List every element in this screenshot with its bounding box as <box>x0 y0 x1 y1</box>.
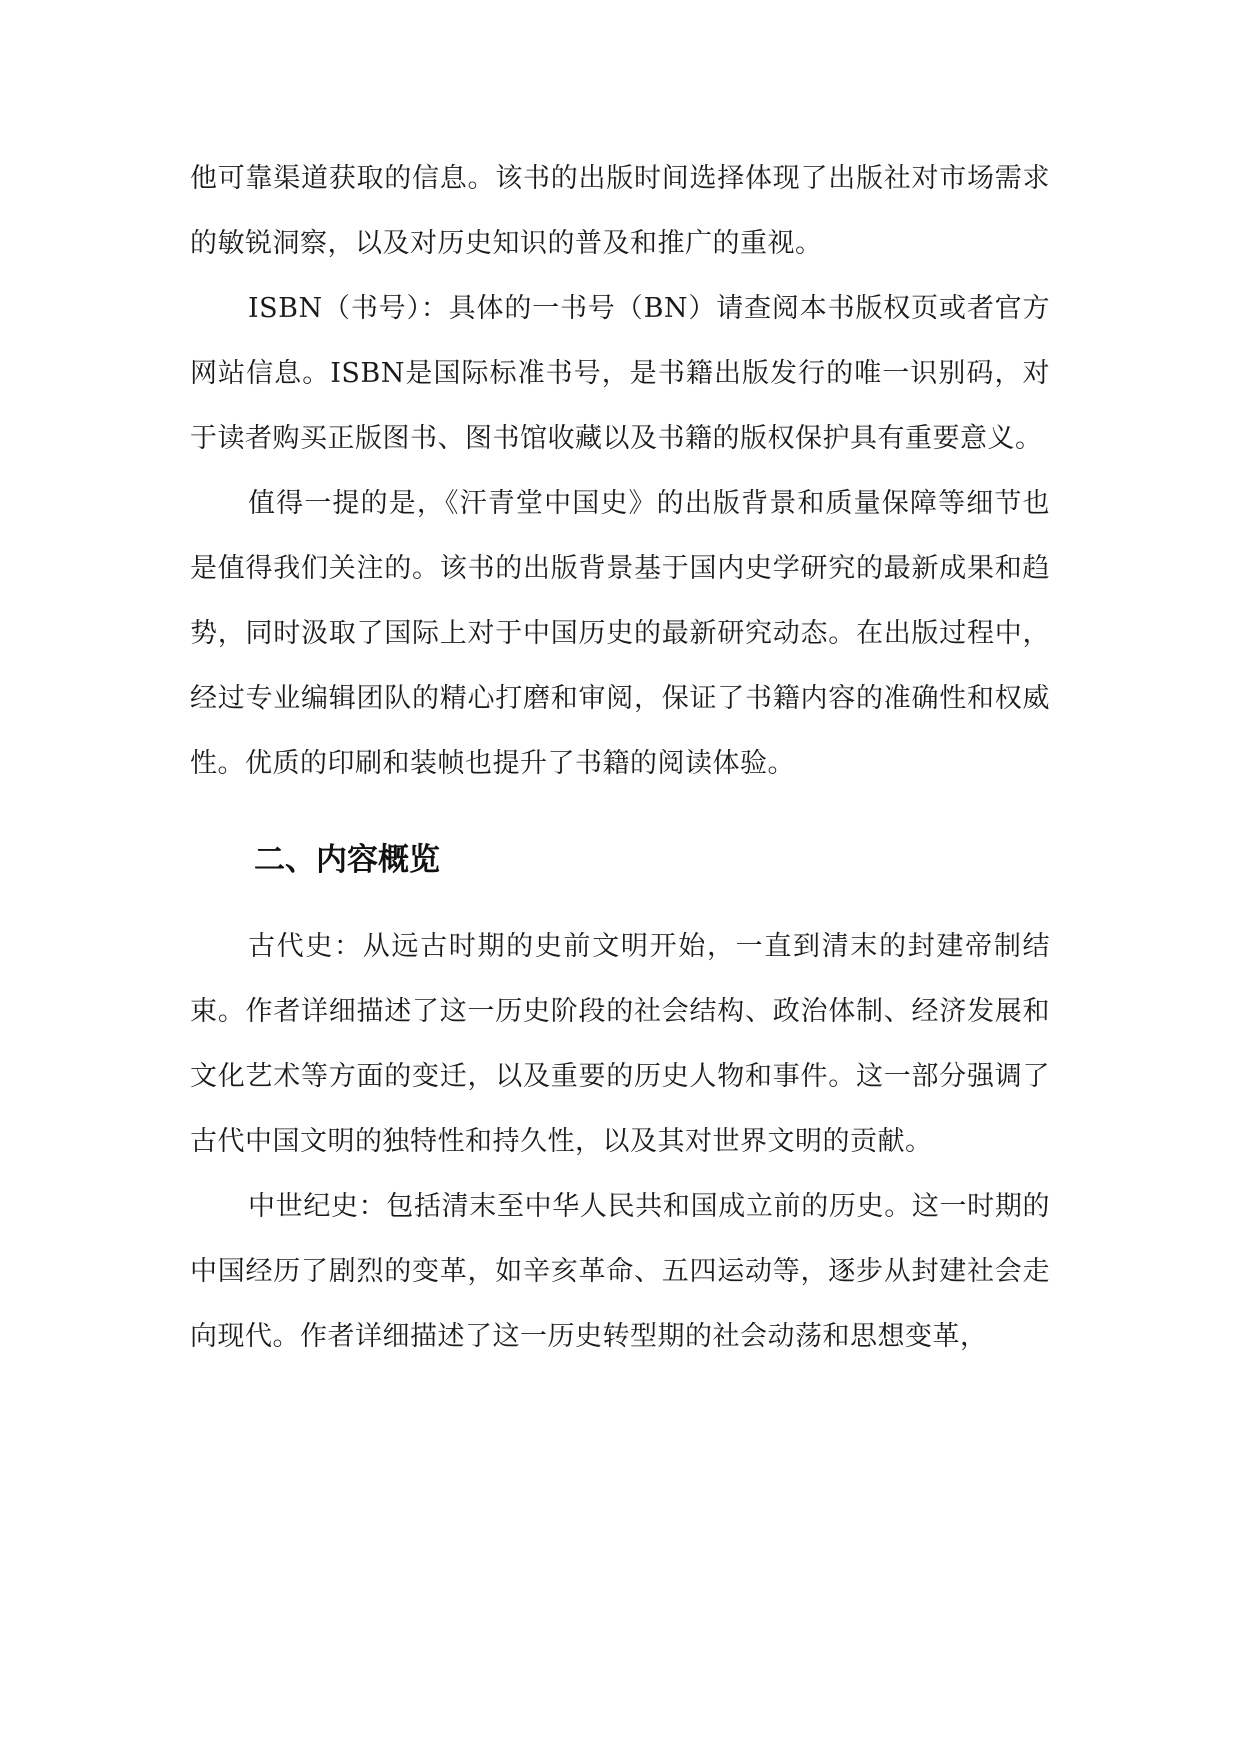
paragraph-medieval-history: 中世纪史：包括清末至中华人民共和国成立前的历史。这一时期的中国经历了剧烈的变革，如辛亥革命、五四运动等，逐步从封建社会走向现代。作者详细描述了这一历史转型期的社会动荡和思想变革， <box>190 1191 1050 1352</box>
paragraph-ancient-history: 古代史：从远古时期的史前文明开始，一直到清末的封建帝制结束。作者详细描述了这一历史阶段的社会结构、政治体制、经济发展和文化艺术等方面的变迁，以及重要的历史人物和事件。这一部分强调了古代中国文明的独特性和持久性，以及其对世界文明的贡献。 <box>190 931 1050 1157</box>
paragraph-isbn: ISBN（书号）：具体的一书号（BN）请查阅本书版权页或者官方网站信息。ISBN是国际标准书号，是书籍出版发行的唯一识别码，对于读者购买正版图书、图书馆收藏以及书籍的版权保护具有重要意义。 <box>190 293 1050 454</box>
section-heading-content-overview: 二、内容概览 <box>254 842 440 878</box>
paragraph-publication-background: 值得一提的是，《汗青堂中国史》的出版背景和质量保障等细节也是值得我们关注的。该书的出版背景基于国内史学研究的最新成果和趋势，同时汲取了国际上对于中国历史的最新研究动态。在出版过程中，经过专业编辑团队的精心打磨和审阅，保证了书籍内容的准确性和权威性。优质的印刷和装帧也提升了书籍的阅读体验。 <box>190 488 1050 779</box>
document-body <box>190 146 1050 1369</box>
paragraph-publication-timing: 他可靠渠道获取的信息。该书的出版时间选择体现了出版社对市场需求的敏锐洞察，以及对历史知识的普及和推广的重视。 <box>190 163 1050 259</box>
